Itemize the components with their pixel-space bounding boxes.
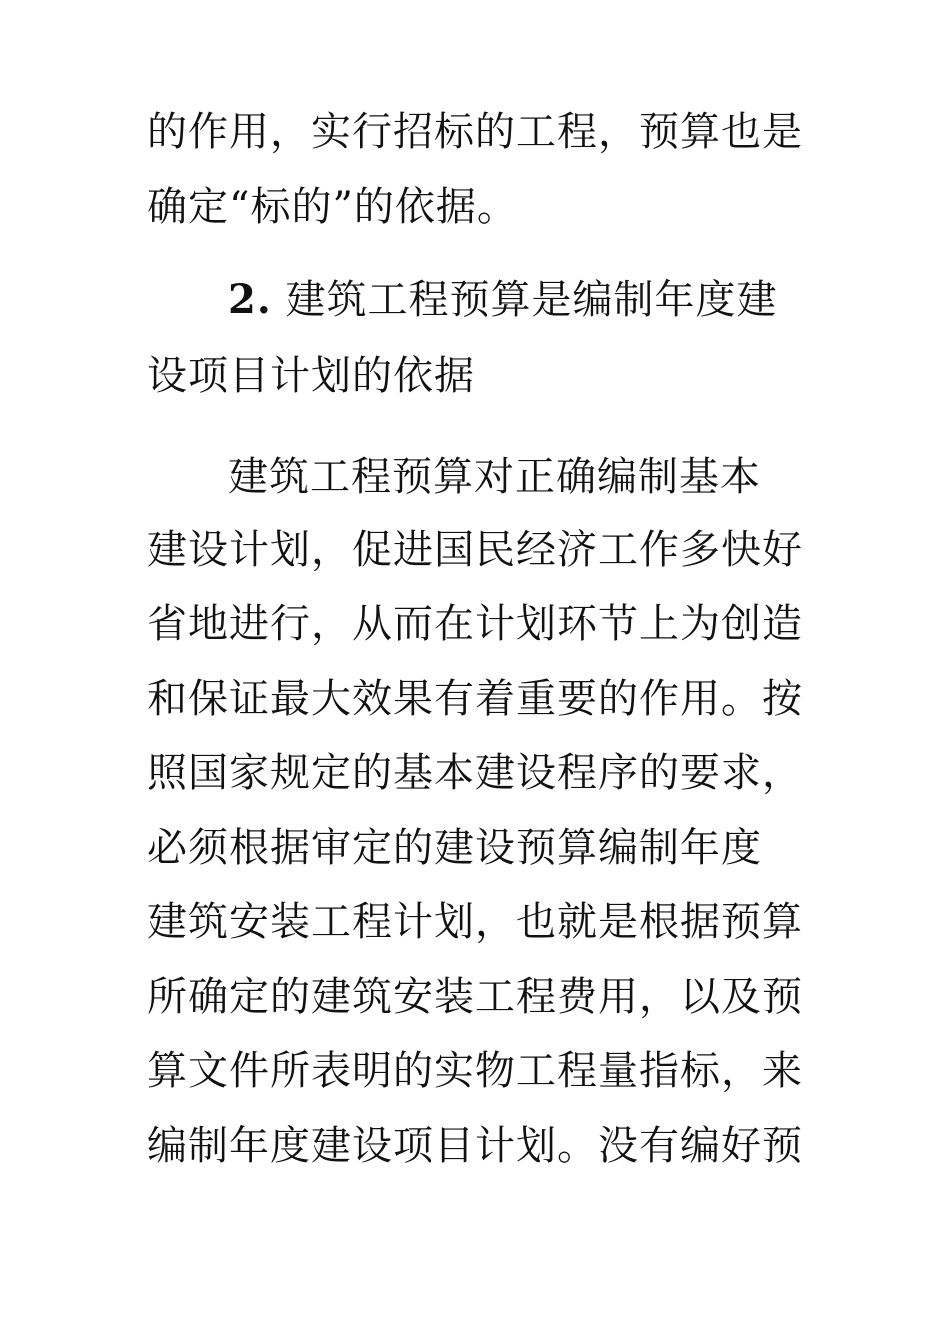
paragraph-line: 确定“标的”的依据。: [147, 184, 518, 230]
paragraph-line: 所确定的建筑安装工程费用，以及预: [147, 974, 803, 1020]
paragraph-line: 的作用，实行招标的工程，预算也是: [147, 109, 803, 155]
paragraph-line: 必须根据审定的建设预算编制年度: [147, 825, 762, 871]
paragraph-line: 算文件所表明的实物工程量指标，来: [147, 1048, 803, 1094]
paragraph-line: 和保证最大效果有着重要的作用。按: [147, 676, 803, 722]
paragraph-line: 建筑工程预算对正确编制基本: [228, 454, 761, 500]
paragraph-line: 照国家规定的基本建设程序的要求，: [147, 750, 803, 796]
section-number: 2.: [228, 276, 272, 323]
section-heading-continuation: 设项目计划的依据: [147, 353, 475, 399]
paragraph-line: 建设计划，促进国民经济工作多快好: [147, 527, 803, 573]
paragraph-line: 建筑安装工程计划，也就是根据预算: [147, 899, 803, 945]
paragraph-line: 编制年度建设项目计划。没有编好预: [147, 1123, 803, 1169]
section-heading-text: 建筑工程预算是编制年度建: [271, 277, 778, 323]
section-heading: [228, 276, 908, 324]
paragraph-line: 省地进行，从而在计划环节上为创造: [147, 601, 803, 647]
